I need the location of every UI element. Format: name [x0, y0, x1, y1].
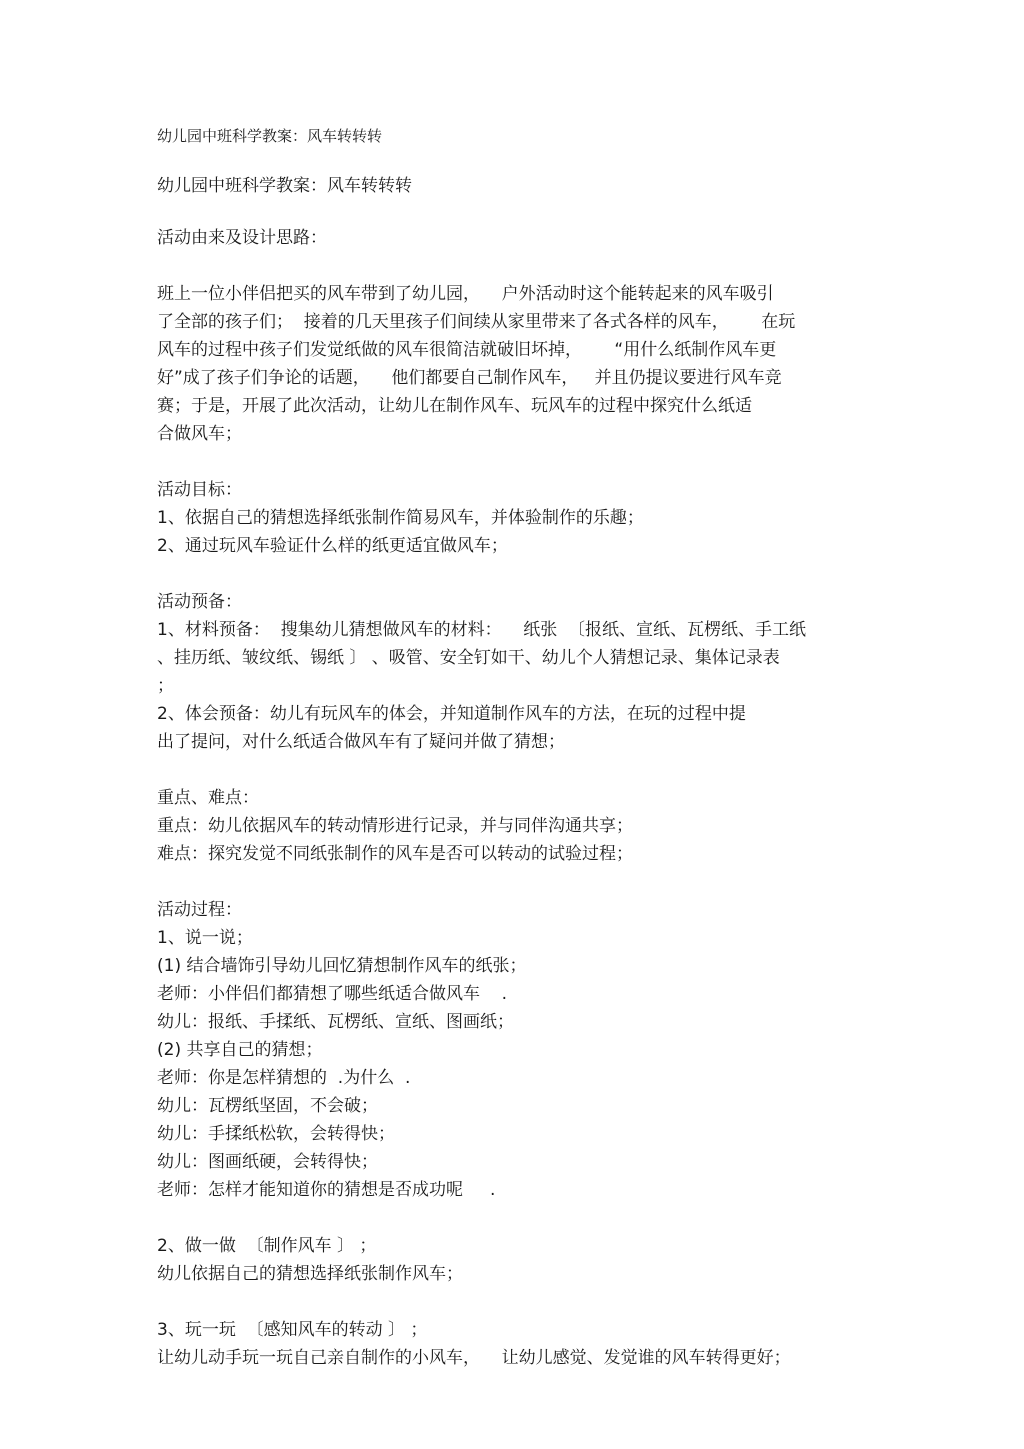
origin-line: 了全部的孩子们； 接着的几天里孩子们间续从家里带来了各式各样的风车， 在玩: [157, 312, 796, 332]
process-line: (2) 共享自己的猜想；: [157, 1040, 323, 1060]
process-line: 幼儿：瓦楞纸坚固，不会破；: [157, 1096, 378, 1116]
step2-line: 幼儿依据自己的猜想选择纸张制作风车；: [157, 1264, 463, 1284]
origin-paragraph: [157, 280, 877, 448]
document-title: 幼儿园中班科学教案：风车转转转: [157, 176, 412, 196]
process-section: [157, 896, 877, 1204]
prep-section: [157, 588, 877, 756]
key-line: 重点：幼儿依据风车的转动情形进行记录，并与同伴沟通共享；: [157, 816, 633, 836]
step3-line: 3、玩一玩 〔感知风车的转动 〕 ；: [157, 1320, 428, 1340]
goal-item: 1、依据自己的猜想选择纸张制作简易风车，并体验制作的乐趣；: [157, 508, 644, 528]
goals-section: [157, 476, 877, 560]
process-line: 幼儿：手揉纸松软，会转得快；: [157, 1124, 395, 1144]
running-header: 幼儿园中班科学教案：风车转转转: [157, 127, 383, 145]
key-line: 难点：探究发觉不同纸张制作的风车是否可以转动的试验过程；: [157, 844, 633, 864]
step3-line: 让幼儿动手玩一玩自己亲自制作的小风车， 让幼儿感觉、发觉谁的风车转得更好；: [157, 1348, 791, 1368]
document-body: [157, 172, 877, 1372]
key-heading: 重点、难点：: [157, 788, 259, 808]
process-line: 老师：小伴侣们都猜想了哪些纸适合做风车 .: [157, 984, 508, 1004]
prep-line: ；: [157, 676, 174, 696]
process-line: (1) 结合墙饰引导幼儿回忆猜想制作风车的纸张；: [157, 956, 527, 976]
prep-line: 2、体会预备：幼儿有玩风车的体会，并知道制作风车的方法，在玩的过程中提: [157, 704, 746, 724]
origin-line: 好”成了孩子们争论的话题， 他们都要自己制作风车， 并且仍提议要进行风车竞: [157, 368, 782, 388]
prep-line: 出了提问，对什么纸适合做风车有了疑问并做了猜想；: [157, 732, 565, 752]
origin-line: 赛；于是，开展了此次活动，让幼儿在制作风车、玩风车的过程中探究什么纸适: [157, 396, 752, 416]
process-heading: 活动过程：: [157, 900, 242, 920]
origin-line: 班上一位小伴侣把买的风车带到了幼儿园， 户外活动时这个能转起来的风车吸引: [157, 284, 774, 304]
step3-section: [157, 1316, 877, 1372]
origin-line: 合做风车；: [157, 424, 242, 444]
process-line: 1、说一说；: [157, 928, 253, 948]
prep-line: 1、材料预备： 搜集幼儿猜想做风车的材料： 纸张 〔报纸、宣纸、瓦楞纸、手工纸: [157, 620, 807, 640]
origin-line: 风车的过程中孩子们发觉纸做的风车很简洁就破旧坏掉， “用什么纸制作风车更: [157, 340, 777, 360]
process-line: 老师：怎样才能知道你的猜想是否成功呢 .: [157, 1180, 496, 1200]
process-line: 幼儿：报纸、手揉纸、瓦楞纸、宣纸、图画纸；: [157, 1012, 514, 1032]
process-line: 幼儿：图画纸硬，会转得快；: [157, 1152, 378, 1172]
key-section: [157, 784, 877, 868]
prep-heading: 活动预备：: [157, 592, 242, 612]
origin-heading: 活动由来及设计思路：: [157, 228, 327, 248]
step2-section: [157, 1232, 877, 1288]
process-line: 老师：你是怎样猜想的 .为什么 .: [157, 1068, 411, 1088]
goal-item: 2、通过玩风车验证什么样的纸更适宜做风车；: [157, 536, 508, 556]
goals-heading: 活动目标：: [157, 480, 242, 500]
step2-line: 2、做一做 〔制作风车 〕 ；: [157, 1236, 377, 1256]
prep-line: 、挂历纸、皱纹纸、锡纸 〕 、吸管、安全钉如干、幼儿个人猜想记录、集体记录表: [157, 648, 780, 668]
